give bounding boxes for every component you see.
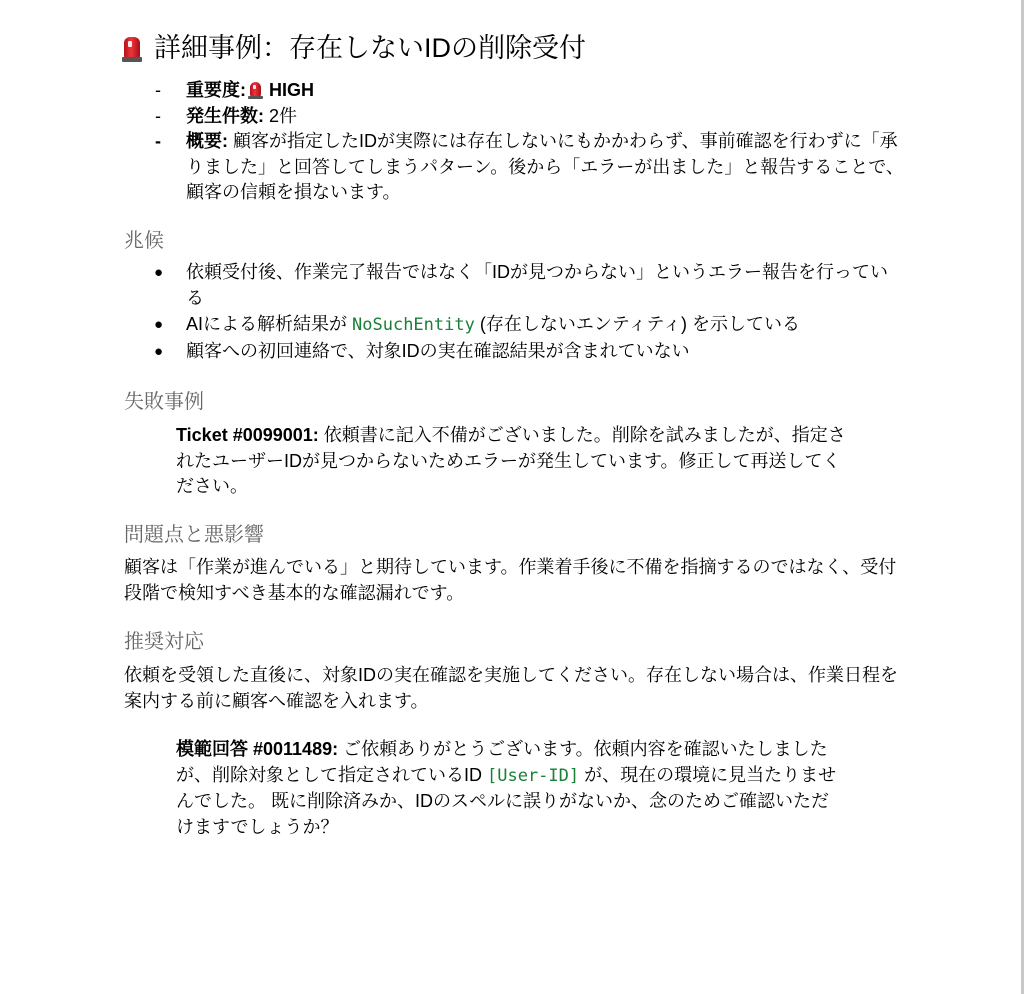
sign-text: (存在しないエンティティ) を示している [474,314,800,334]
model-answer-text: ご依頼ありがとうございます。依頼内容を確認いたしましたが、削除対象として指定されているID [176,739,828,785]
model-answer-label: 模範回答 #0011489: [176,739,339,759]
page-title-text: 詳細事例：存在しないIDの削除受付 [154,33,586,63]
sign-text: AIによる解析結果が [186,314,353,334]
page-title [124,30,586,66]
siren-icon [124,37,140,59]
count-value: 2件 [269,105,298,126]
siren-icon [250,82,261,97]
section-heading-signs: 兆候 [124,230,164,252]
section-heading-recommend: 推奨対応 [124,631,204,653]
recommend-text: 依頼を受領した直後に、対象IDの実在確認を実施してください。存在しない場合は、作業日程を案内する前に顧客へ確認を入れます。 [124,665,898,711]
list-item: ● 依頼受付後、作業完了報告ではなく「IDが見つからない」というエラー報告を行っている [154,262,888,308]
failure-example [176,423,846,500]
code-nosuchentity: NoSuchEntity [352,315,475,335]
overview-text: 顧客が指定したIDが実際には存在しないにもかかわらず、事前確認を行わずに「承りました」と回答してしまうパターン。後から「エラーが出ました」と報告することで、顧客の信頼を損ないます。 [186,131,904,202]
severity-label: 重要度: [186,80,246,100]
list-item: ● AIによる解析結果が NoSuchEntity (存在しないエンティティ) を示している [154,314,800,335]
list-item: ● 顧客への初回連絡で、対象IDの実在確認結果が含まれていない [154,340,690,361]
problem-text: 顧客は「作業が進んでいる」と期待しています。作業着手後に不備を指摘するのではなく、受付段階で検知すべき基本的な確認漏れです。 [124,557,897,603]
list-item-severity: - 重要度: HIGH [155,80,314,100]
list-item-overview: - 概要: 顧客が指定したIDが実際には存在しないにもかかわらず、事前確認を行わずに「承りました」と回答してしまうパターン。後から「エラーが出ました」と報告することで、顧客の信頼を損ないます。 [155,131,904,202]
model-answer-text: が、現在の環境に見当たりませんでした。 既に削除済みか、IDのスペルに誤りがないか、念のためご確認いただけますでしょうか？ [176,764,837,837]
overview-label: 概要: [186,131,228,151]
model-answer [176,737,846,840]
ticket-label: Ticket #0099001: [176,425,319,445]
ticket-text: 依頼書に記入不備がございました。削除を試みましたが、指定されたユーザーIDが見つからないためエラーが発生しています。修正して再送してください。 [176,425,846,496]
sign-text: 顧客への初回連絡で、対象IDの実在確認結果が含まれていない [186,340,690,361]
summary-list [124,78,904,206]
sign-text: 依頼受付後、作業完了報告ではなく「IDが見つからない」というエラー報告を行っている [186,262,888,308]
section-heading-problem: 問題点と悪影響 [124,524,264,546]
list-item-count: - 発生件数: 2件 [155,105,298,126]
severity-value: HIGH [269,80,314,100]
code-user-id: [User-ID] [487,765,580,786]
section-heading-failure: 失敗事例 [124,391,204,413]
count-label: 発生件数: [186,105,264,126]
signs-list [124,260,904,364]
